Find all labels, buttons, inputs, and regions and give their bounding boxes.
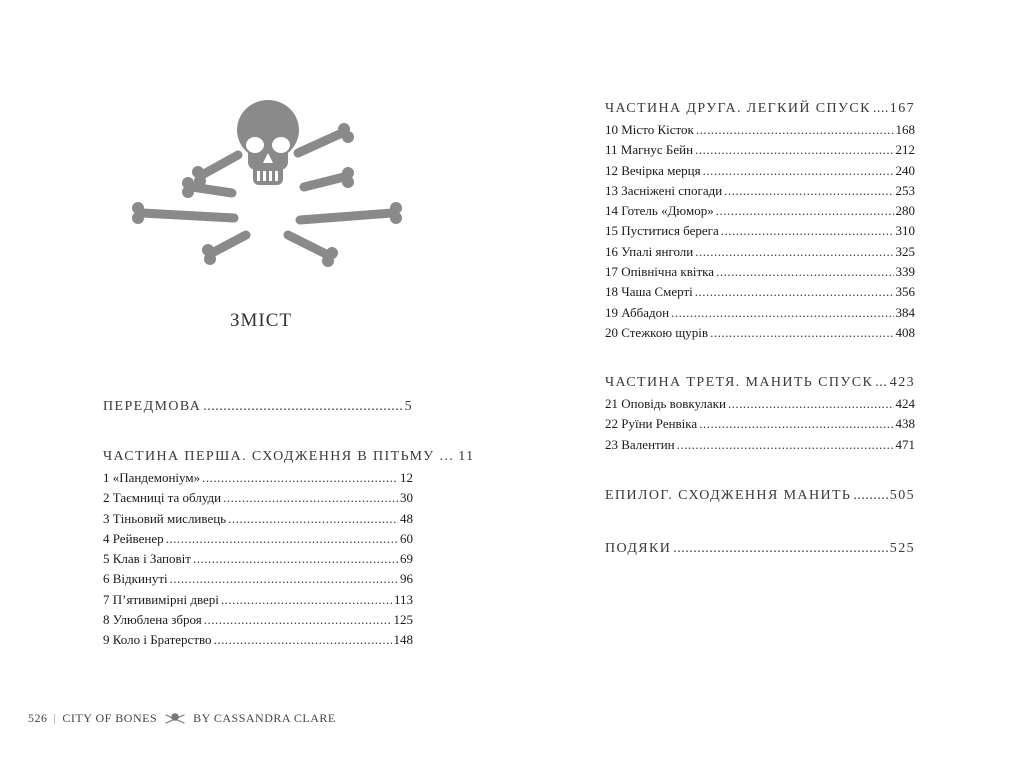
toc-entry-page: 168 (895, 122, 915, 137)
toc-entry-label: ЧАСТИНА ПЕРША. СХОДЖЕННЯ В ПІТЬМУ ... (103, 449, 455, 464)
toc-entry-page: 408 (895, 324, 915, 340)
toc-entry-page: 113 (393, 591, 413, 607)
toc-entry-page: 310 (895, 223, 915, 239)
leader-dots (695, 282, 894, 302)
toc-entry-page: 253 (895, 182, 915, 198)
footer-separator: | (53, 711, 57, 725)
leader-dots (875, 372, 888, 394)
toc-chapter-entry[interactable] (103, 610, 413, 630)
toc-entry-page: 5 (404, 399, 413, 414)
toc-chapter-entry[interactable] (605, 323, 915, 343)
toc-entry-label: 1 «Пандемоніум» (103, 470, 201, 485)
toc-chapter-entry[interactable] (605, 181, 915, 201)
toc-entry-page: 280 (895, 203, 915, 219)
leader-dots (703, 161, 894, 181)
toc-chapter-entry[interactable] (103, 529, 413, 549)
toc-entry-page: 11 (458, 449, 475, 464)
leader-dots (677, 435, 894, 455)
toc-entry-label: 5 Клав і Заповіт (103, 551, 191, 567)
leader-dots (695, 242, 893, 262)
leader-dots (710, 323, 893, 343)
toc-chapter-entry[interactable] (605, 221, 915, 241)
toc-entry-page: 96 (400, 571, 413, 587)
toc-chapter-entry[interactable] (605, 161, 915, 181)
toc-entry-label: 13 Засніжені спогади (605, 182, 723, 198)
leader-dots (853, 485, 887, 507)
toc-entry-page: 438 (895, 416, 915, 432)
toc-entry-page: 12 (400, 470, 413, 485)
toc-entry-label: 23 Валентин (605, 436, 675, 452)
leader-dots (193, 549, 398, 569)
toc-entry-page: 69 (400, 551, 413, 567)
page-footer (28, 711, 336, 726)
toc-entry-label: 17 Опівнічна квітка (605, 264, 715, 280)
leader-dots (202, 468, 398, 488)
leader-dots (699, 414, 893, 434)
leader-dots (203, 396, 402, 418)
toc-entry-page: 505 (889, 488, 915, 503)
toc-entry-label: 22 Руїни Ренвіка (605, 416, 698, 432)
toc-chapter-entry[interactable] (605, 414, 915, 434)
toc-entry-label: 20 Стежкою щурів (605, 324, 709, 340)
toc-entry-epilogue[interactable] (605, 485, 915, 507)
toc-entry-page: 525 (889, 541, 915, 556)
toc-entry-page: 240 (895, 162, 915, 178)
toc-entry-label: ЧАСТИНА ТРЕТЯ. МАНИТЬ СПУСК (605, 375, 874, 390)
toc-entry-page: 30 (400, 490, 413, 506)
toc-entry-label: 16 Упалі янголи (605, 243, 694, 259)
toc-entry-page: 339 (895, 264, 915, 280)
toc-entry-label: 12 Вечірка мерця (605, 162, 701, 178)
toc-entry-label: 3 Тіньовий мисливець (103, 510, 227, 526)
toc-chapter-entry[interactable] (605, 262, 915, 282)
leader-dots (696, 120, 894, 140)
toc-chapter-entry[interactable] (103, 488, 413, 508)
toc-chapter-entry[interactable] (605, 201, 915, 221)
leader-dots (228, 509, 398, 529)
toc-entry-label: 4 Рейвенер (103, 530, 164, 546)
leader-dots (223, 488, 398, 508)
toc-entry-page: 471 (895, 436, 915, 452)
book-author: BY CASSANDRA CLARE (193, 711, 336, 725)
toc-entry-page: 60 (400, 530, 413, 546)
toc-entry-page: 212 (895, 142, 915, 158)
toc-chapter-entry[interactable] (103, 549, 413, 569)
leader-dots (166, 529, 398, 549)
leader-dots (695, 140, 893, 160)
toc-entry-acknowledgements[interactable] (605, 538, 915, 560)
toc-entry-label: ЧАСТИНА ДРУГА. ЛЕГКИЙ СПУСК (605, 101, 871, 116)
page-number: 526 (28, 711, 48, 725)
toc-entry-label: ПОДЯКИ (605, 541, 672, 556)
mini-skull-icon (163, 712, 187, 726)
toc-chapter-entry[interactable] (103, 590, 413, 610)
toc-chapter-entry[interactable] (605, 394, 915, 414)
toc-entry-page: 356 (895, 284, 915, 300)
toc-chapter-entry[interactable] (605, 120, 915, 140)
toc-entry-page: 148 (393, 632, 413, 648)
toc-entry-page: 167 (889, 101, 915, 116)
toc-part-heading[interactable] (103, 446, 475, 468)
leader-dots (214, 630, 392, 650)
toc-entry-label: 6 Відкинуті (103, 571, 168, 587)
toc-chapter-entry[interactable] (605, 242, 915, 262)
toc-entry-label: 11 Магнус Бейн (605, 142, 694, 158)
toc-entry-page: 423 (889, 375, 915, 390)
toc-entry-label: 2 Таємниці та облуди (103, 490, 222, 506)
leader-dots (728, 394, 894, 414)
toc-chapter-entry[interactable] (605, 140, 915, 160)
toc-entry-page: 48 (400, 510, 413, 526)
leader-dots (671, 303, 893, 323)
toc-entry-label: 8 Улюблена зброя (103, 612, 202, 628)
leader-dots (873, 98, 888, 120)
toc-part-one (103, 446, 475, 651)
toc-entry-label: ПЕРЕДМОВА (103, 399, 202, 414)
toc-entry-page: 325 (895, 243, 915, 259)
toc-entry-page: 424 (895, 396, 915, 411)
toc-chapter-entry[interactable] (605, 435, 915, 455)
toc-entry-label: ЕПИЛОГ. СХОДЖЕННЯ МАНИТЬ (605, 488, 852, 503)
toc-entry-page: 384 (895, 304, 915, 320)
toc-title: ЗМІСТ (229, 310, 293, 331)
toc-chapter-entry[interactable] (103, 630, 413, 650)
toc-chapter-entry[interactable] (103, 468, 413, 488)
leader-dots (221, 590, 392, 610)
skull-crossbones-icon (130, 95, 405, 270)
leader-dots (170, 569, 398, 589)
toc-entry-label: 21 Оповідь вовкулаки (605, 396, 726, 411)
leader-dots (721, 221, 894, 241)
toc-entry-label: 9 Коло і Братерство (103, 632, 212, 648)
toc-part-heading[interactable] (605, 372, 915, 394)
toc-entry-label: 10 Місто Кісток (605, 122, 694, 137)
toc-part-two (605, 98, 915, 343)
leader-dots (724, 181, 893, 201)
toc-entry-label: 15 Пуститися берега (605, 223, 719, 239)
toc-entry-label: 14 Готель «Дюмор» (605, 203, 714, 219)
leader-dots (716, 201, 894, 221)
leader-dots (673, 538, 888, 560)
leader-dots (204, 610, 392, 630)
book-title: CITY OF BONES (62, 711, 158, 725)
toc-chapter-entry[interactable] (605, 303, 915, 323)
leader-dots (716, 262, 893, 282)
toc-entry-label: 19 Аббадон (605, 304, 670, 320)
toc-chapter-entry[interactable] (103, 509, 413, 529)
toc-chapter-entry[interactable] (605, 282, 915, 302)
toc-entry-label: 7 П’ятивимірні двері (103, 591, 219, 607)
toc-entry-label: 18 Чаша Смерті (605, 284, 693, 300)
toc-chapter-entry[interactable] (103, 569, 413, 589)
toc-entry-preface[interactable] (103, 396, 413, 418)
toc-part-heading[interactable] (605, 98, 915, 120)
toc-part-three (605, 372, 915, 455)
toc-entry-page: 125 (393, 612, 413, 628)
